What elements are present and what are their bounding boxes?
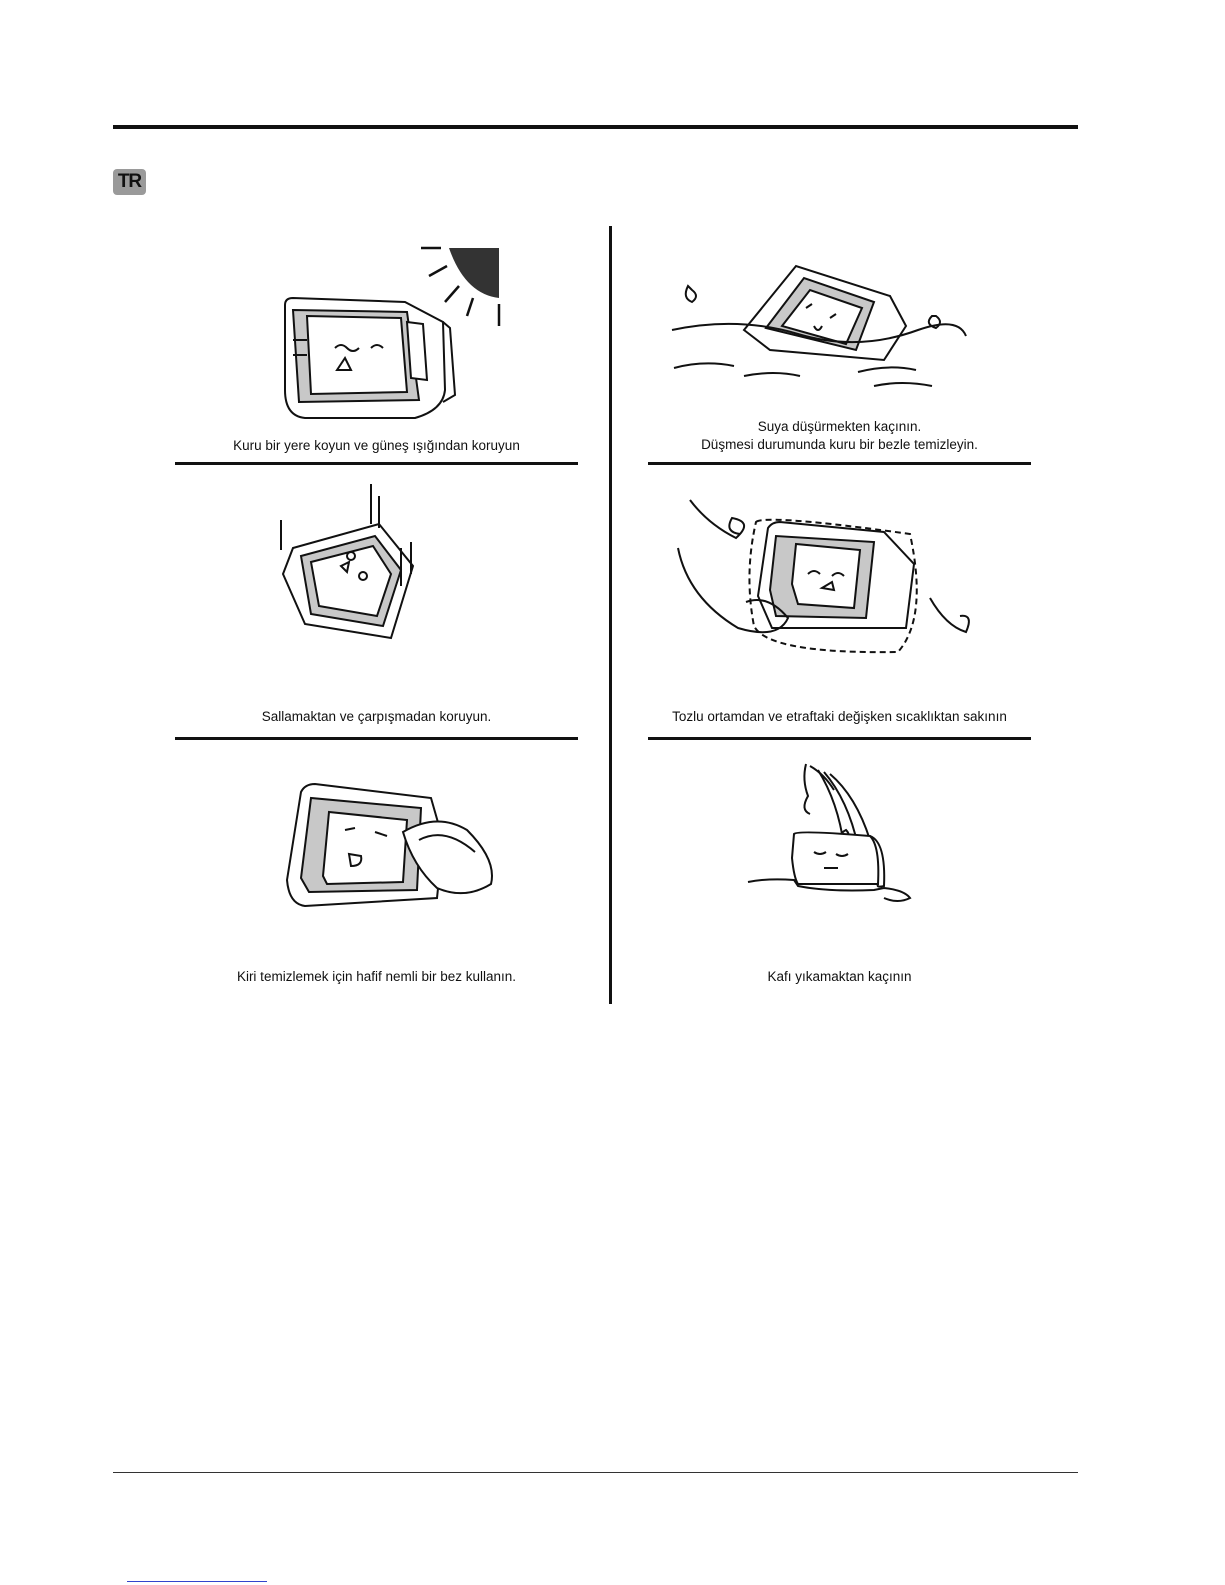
shake-illustration bbox=[175, 478, 578, 678]
panel-sun bbox=[175, 230, 578, 470]
panel-wash bbox=[648, 750, 1031, 990]
caption-water-line-1: Suya düşürmekten kaçının. bbox=[757, 419, 922, 434]
caption-clean-line-1: Kiri temizlemek için hafif nemli bir bez kullanın. bbox=[236, 969, 517, 984]
clean-illustration bbox=[175, 770, 578, 930]
caption-shake-line-1: Sallamaktan ve çarpışmadan koruyun. bbox=[261, 709, 492, 724]
panel-rule bbox=[175, 462, 578, 465]
panel-water bbox=[648, 230, 1031, 470]
center-divider bbox=[609, 226, 612, 1004]
panel-rule bbox=[175, 737, 578, 740]
sun-illustration bbox=[175, 230, 578, 450]
dust-illustration bbox=[648, 478, 1031, 678]
caption-sun-line-1: Kuru bir yere koyun ve güneş ışığından koruyun bbox=[233, 438, 520, 453]
water-illustration bbox=[648, 230, 1031, 430]
wash-illustration bbox=[648, 750, 1031, 920]
bottom-rule bbox=[113, 1472, 1078, 1473]
panel-rule bbox=[648, 462, 1031, 465]
footer-link-underline[interactable] bbox=[127, 1581, 267, 1582]
panel-shake bbox=[175, 478, 578, 748]
top-rule bbox=[113, 125, 1078, 129]
panel-clean bbox=[175, 770, 578, 990]
caption-water-line-2: Düşmesi durumunda kuru bir bezle temizleyin. bbox=[701, 437, 978, 452]
caption-dust-line-1: Tozlu ortamdan ve etraftaki değişken sıcaklıktan sakının bbox=[672, 709, 1007, 724]
panel-dust bbox=[648, 478, 1031, 748]
caption-wash-line-1: Kafı yıkamaktan kaçının bbox=[767, 969, 912, 984]
language-badge: TR bbox=[113, 169, 146, 195]
panel-rule bbox=[648, 737, 1031, 740]
